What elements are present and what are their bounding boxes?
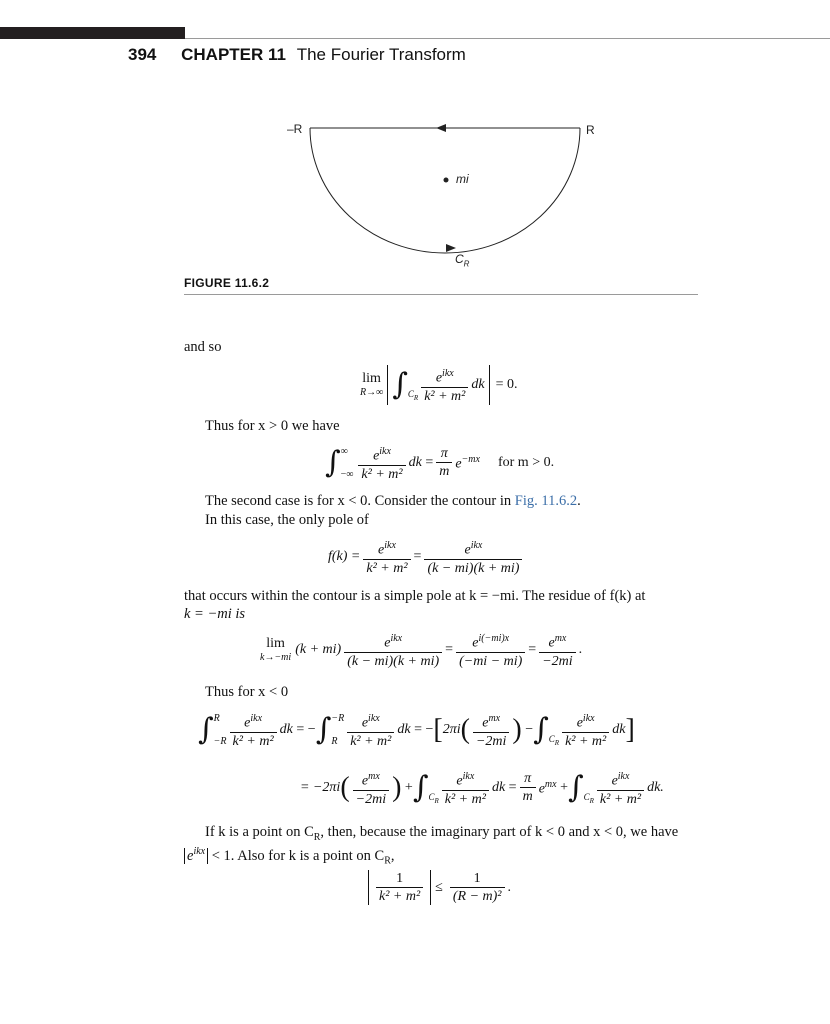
equation-negative-x-line1: ∫ R −R $\frac{e^{ikx}}{\text{k² + m²}}$ dk = − ∫ −R R $\frac{e^{ikx}}{\text{k² + m²}}$ dk = − [ 2πi ( $\frac{e^{mx}}{-2mi}$ ) − ∫ $C_R$ $\frac{e^{ikx}}{\text{k² + m²}}$ dk ] (198, 711, 635, 749)
equation-residue: lim k→−mi (k + mi) $\frac{e^{ikx}}{(k - mi)(k + mi)}$ = $\frac{e^{i(-mi)x}}{(-mi - mi)}$ = $\frac{e^{mx}}{-2mi}$ . (260, 633, 583, 669)
chapter-title: The Fourier Transform (296, 45, 466, 64)
chapter-label: CHAPTER 11 (181, 45, 286, 64)
equation-limit-zero: lim R→∞ ∫ $C_R$ $\frac{e^{ikx}}{\text{k² + m²}}$ dk = 0. (360, 366, 518, 404)
equation-negative-x-line2: = −2πi ( $\frac{e^{mx}}{-2mi}$ ) + ∫ $C_R$ $\frac{e^{ikx}}{\text{k² + m²}}$ dk = $\frac{\pi}{m}$ $e^{mx}$ + ∫ $C_R$ $\frac{e^{ikx}}{\text{k² + m²}}$ dk. (300, 769, 664, 807)
label-r: R (586, 123, 595, 137)
text-thus-negative: Thus for x < 0 (205, 684, 289, 700)
text-second-case: The second case is for x < 0. Consider the contour in Fig. 11.6.2. (205, 493, 581, 509)
caption-rule (184, 294, 698, 295)
contour-figure (0, 0, 830, 300)
text-within-contour-a: that occurs within the contour is a simple pole at k = −mi. The residue of f(k) at (184, 588, 646, 604)
equation-f-of-k: f(k) = $\frac{e^{ikx}}{\text{k² + m²}}$ = $\frac{e^{ikx}}{(k - mi)(k + mi)}$ (328, 537, 525, 577)
contour-arc (310, 128, 580, 253)
text-in-this-case: In this case, the only pole of (205, 512, 369, 528)
text-within-contour-b: k = −mi is (184, 606, 246, 622)
text-if-k: If k is a point on $C_R$, then, because the imaginary part of k < 0 and x < 0, we have (205, 824, 679, 843)
equation-bound: $\frac{1}{\text{k² + m²}}$ ≤ $\frac{1}{\text{(R − m)²}}$ . (368, 870, 511, 905)
equation-positive-x: ∫ ∞ −∞ $\frac{e^{ikx}}{\text{k² + m²}}$ dk = $\frac{\pi}{m}$ $e^{-mx}$ for m > 0. (325, 444, 555, 482)
text-thus-positive: Thus for x > 0 we have (205, 418, 340, 434)
arrow-left-icon (436, 124, 446, 132)
label-contour: $C_R$ (455, 252, 470, 269)
label-pole: mi (456, 172, 469, 186)
arrow-right-icon (446, 244, 456, 252)
figure-caption: FIGURE 11.6.2 (184, 276, 270, 290)
text-also: $e^{ikx} < 1$. Also for k is a point on $C_R$, (184, 842, 395, 871)
figure-link[interactable]: Fig. 11.6.2 (514, 493, 578, 509)
label-minus-r: –R (287, 122, 303, 136)
text-and-so: and so (184, 339, 222, 355)
pole-dot (444, 178, 449, 183)
page-number: 394 (128, 45, 157, 64)
